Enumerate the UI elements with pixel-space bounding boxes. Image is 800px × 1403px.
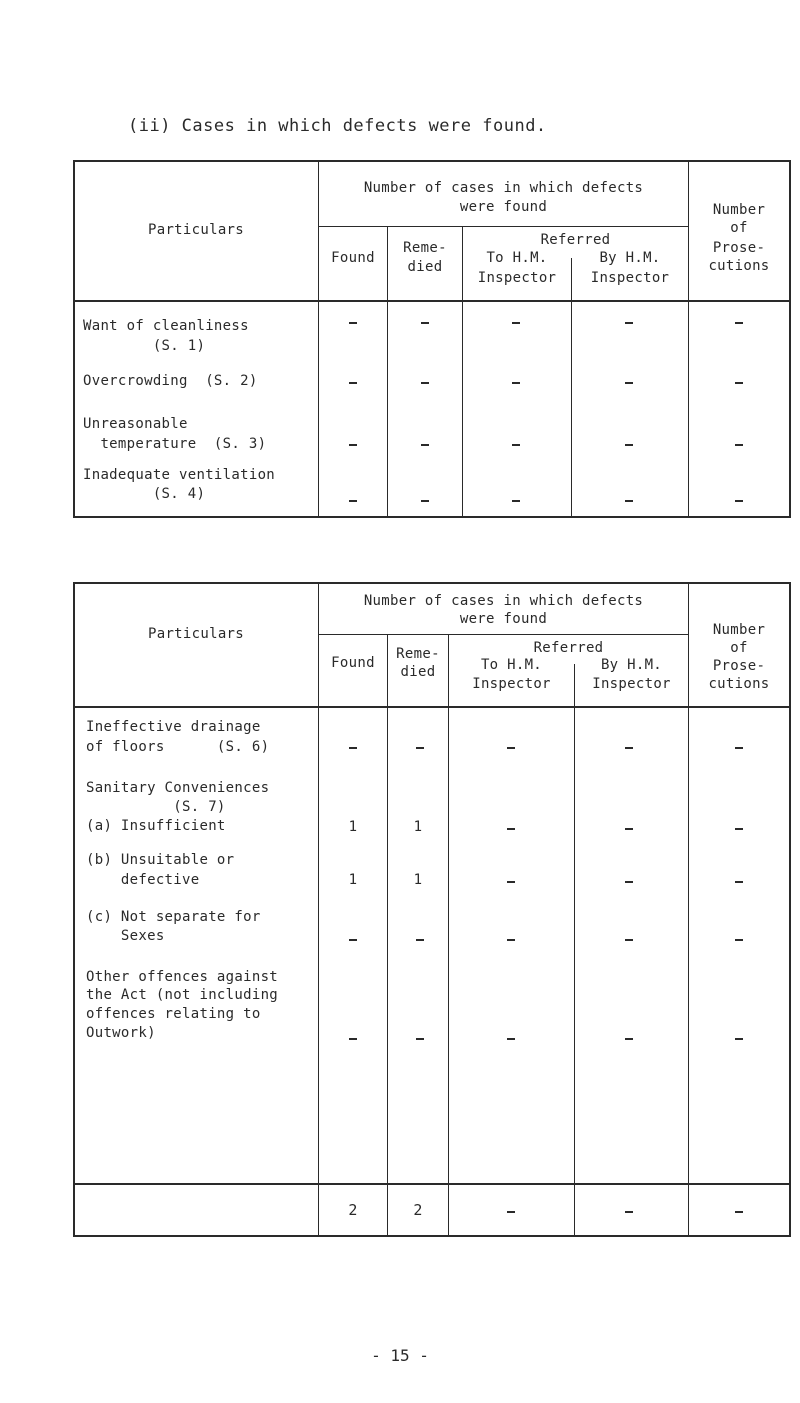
table-border <box>73 300 791 302</box>
row-particulars: (c) Not separate for <box>86 909 261 925</box>
cell-by-hm <box>625 1038 633 1040</box>
header-number-of-cases: were found <box>459 611 548 627</box>
table-border <box>73 582 791 584</box>
cell-to-hm <box>507 939 515 941</box>
header-prosecutions: Prose- <box>712 658 766 674</box>
cell-by-hm <box>625 382 633 384</box>
cell-remedied <box>416 747 424 749</box>
header-found: Found <box>331 250 375 266</box>
cell-by-hm <box>625 444 633 446</box>
row-particulars: (S. 4) <box>83 486 206 502</box>
total-remedied: 2 <box>413 1201 423 1219</box>
header-prosecutions: of <box>730 640 748 656</box>
column-divider <box>571 258 572 518</box>
total-found: 2 <box>348 1201 358 1219</box>
header-particulars: Particulars <box>147 222 245 238</box>
cell-remedied <box>421 500 429 502</box>
cell-prosecutions <box>735 747 743 749</box>
header-by-hm-inspector: By H.M. <box>600 657 663 673</box>
header-to-hm-inspector: To H.M. <box>486 250 548 266</box>
cell-found <box>349 382 357 384</box>
table-border <box>73 706 791 708</box>
cell-prosecutions <box>735 939 743 941</box>
cell-by-hm <box>625 828 633 830</box>
header-prosecutions: of <box>730 220 748 236</box>
row-particulars: offences relating to <box>86 1006 261 1022</box>
header-remedied: Reme- <box>403 240 447 256</box>
cell-found <box>349 1038 357 1040</box>
cell-to-hm <box>507 1038 515 1040</box>
header-number-of-cases: Number of cases in which defects <box>363 593 644 609</box>
header-referred: Referred <box>540 232 611 248</box>
row-particulars: Want of cleanliness <box>83 318 249 334</box>
header-to-hm-inspector: Inspector <box>477 270 557 286</box>
row-particulars: Inadequate ventilation <box>83 467 276 483</box>
row-particulars: (a) Insufficient <box>86 818 226 834</box>
cell-prosecutions <box>735 881 743 883</box>
cell-found <box>349 322 357 324</box>
table-border <box>318 226 688 227</box>
cell-to-hm <box>512 382 520 384</box>
cell-remedied <box>421 382 429 384</box>
table-border <box>73 516 791 518</box>
table-border <box>73 1235 791 1237</box>
row-particulars: of floors (S. 6) <box>86 739 270 755</box>
header-by-hm-inspector: Inspector <box>590 270 670 286</box>
cell-found <box>349 500 357 502</box>
header-prosecutions: Prose- <box>712 240 766 256</box>
section-heading: (ii) Cases in which defects were found. <box>128 116 547 136</box>
header-to-hm-inspector: Inspector <box>472 676 551 692</box>
cell-remedied <box>421 322 429 324</box>
row-particulars: (b) Unsuitable or <box>86 852 235 868</box>
row-particulars: defective <box>86 872 200 888</box>
header-prosecutions: cutions <box>708 676 770 692</box>
cell-remedied <box>421 444 429 446</box>
table-border <box>73 1183 791 1185</box>
header-prosecutions: cutions <box>708 258 770 274</box>
column-divider <box>387 634 388 1237</box>
cell-by-hm <box>625 500 633 502</box>
cell-found: 1 <box>348 819 358 835</box>
header-to-hm-inspector: To H.M. <box>480 657 543 673</box>
row-particulars: Unreasonable <box>83 416 188 432</box>
cell-to-hm <box>507 828 515 830</box>
header-referred: Referred <box>533 640 604 656</box>
row-particulars: (S. 1) <box>83 338 206 354</box>
cell-remedied: 1 <box>413 872 423 888</box>
cell-prosecutions <box>735 322 743 324</box>
cell-to-hm <box>512 500 520 502</box>
cell-found: 1 <box>348 872 358 888</box>
table-border <box>318 634 688 635</box>
header-by-hm-inspector: Inspector <box>592 676 671 692</box>
row-particulars: (S. 7) <box>86 799 226 815</box>
cell-prosecutions <box>735 444 743 446</box>
total-by-hm <box>625 1211 633 1213</box>
cell-remedied: 1 <box>413 819 423 835</box>
cell-by-hm <box>625 747 633 749</box>
total-to-hm <box>507 1211 515 1213</box>
table-border <box>73 582 75 1237</box>
header-prosecutions: Number <box>712 202 766 218</box>
header-remedied: died <box>400 664 436 680</box>
column-divider <box>574 664 575 1237</box>
row-particulars: Other offences against <box>86 969 279 985</box>
header-found: Found <box>331 655 375 671</box>
header-prosecutions: Number <box>712 622 766 638</box>
cell-prosecutions <box>735 382 743 384</box>
cell-found <box>349 444 357 446</box>
table-border <box>789 582 791 1237</box>
header-number-of-cases: were found <box>459 199 548 215</box>
row-particulars: Ineffective drainage <box>86 719 261 735</box>
row-particulars: Overcrowding (S. 2) <box>83 373 258 389</box>
cell-to-hm <box>512 322 520 324</box>
table-border <box>789 160 791 518</box>
cell-to-hm <box>512 444 520 446</box>
table-border <box>73 160 75 518</box>
table-border <box>73 160 791 162</box>
cell-by-hm <box>625 881 633 883</box>
cell-to-hm <box>507 881 515 883</box>
column-divider <box>318 582 319 1237</box>
cell-found <box>349 747 357 749</box>
cell-prosecutions <box>735 1038 743 1040</box>
row-particulars: Outwork) <box>86 1025 156 1041</box>
row-particulars: Sanitary Conveniences <box>86 780 270 796</box>
total-prosecutions <box>735 1211 743 1213</box>
row-particulars: temperature (S. 3) <box>83 436 267 452</box>
page-number: - 15 - <box>371 1346 429 1365</box>
column-divider <box>448 634 449 1237</box>
header-remedied: died <box>407 259 443 275</box>
cell-prosecutions <box>735 500 743 502</box>
cell-found <box>349 939 357 941</box>
cell-remedied <box>416 939 424 941</box>
header-by-hm-inspector: By H.M. <box>599 250 661 266</box>
row-particulars: the Act (not including <box>86 987 279 1003</box>
header-particulars: Particulars <box>147 626 245 642</box>
row-particulars: Sexes <box>86 928 165 944</box>
cell-to-hm <box>507 747 515 749</box>
cell-prosecutions <box>735 828 743 830</box>
cell-remedied <box>416 1038 424 1040</box>
header-remedied: Reme- <box>396 646 440 662</box>
header-number-of-cases: Number of cases in which defects <box>363 180 644 196</box>
cell-by-hm <box>625 939 633 941</box>
cell-by-hm <box>625 322 633 324</box>
